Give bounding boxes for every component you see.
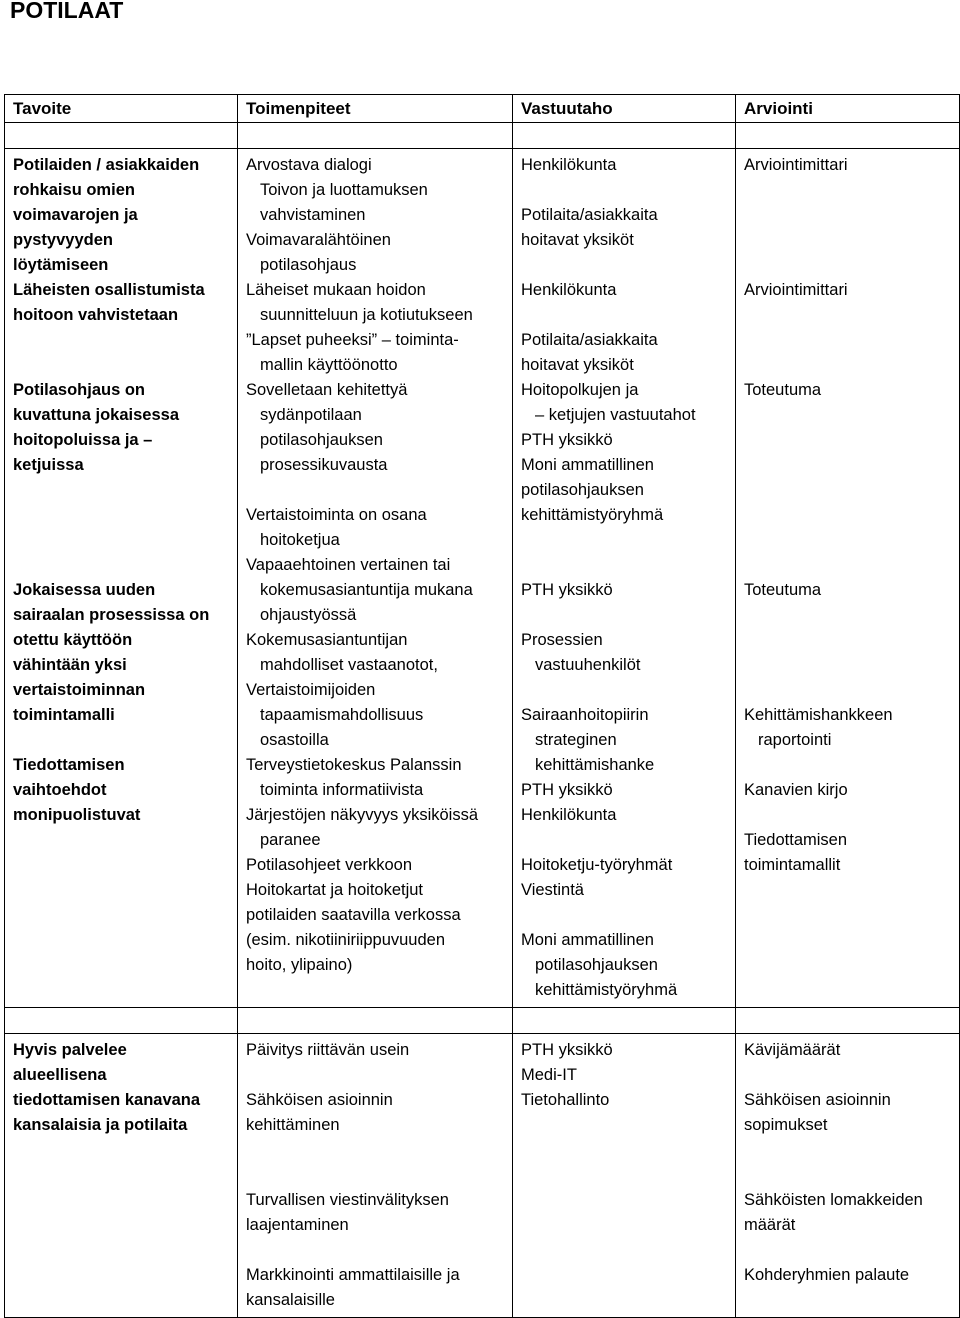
text-line: Kehittämishankkeen [744,706,893,724]
blank-line [13,528,237,553]
text-line: Jokaisessa uuden [13,581,156,599]
column-header-evaluation: Arviointi [736,95,960,123]
blank-line [744,753,959,778]
blank-line [521,603,735,628]
text-line: Hoitokartat ja hoitoketjut [246,881,424,899]
blank-line [744,228,959,253]
text-line: Potilaita/asiakkaita [521,331,658,349]
blank-line [744,1063,959,1088]
blank-line [246,1063,512,1088]
text-line: Arviointimittari [744,156,848,174]
text-line: Arviointimittari [744,281,848,299]
text-line: PTH yksikkö [521,581,613,599]
text-line: PTH yksikkö [521,431,613,449]
text-line: otettu käyttöön [13,631,133,649]
blank-line [744,478,959,503]
text-line: Potilaiden / asiakkaiden [13,156,200,174]
evaluation-cell [736,149,960,1008]
text-line: Moni ammatillinen [521,931,654,949]
text-line: Tiedottamisen [13,756,125,774]
page-title: POTILAAT [10,0,124,23]
text-line: Potilaita/asiakkaita [521,206,658,224]
text-line: tapaamismahdollisuus [260,706,424,724]
text-line: Henkilökunta [521,156,617,174]
text-line: Potilasohjaus on [13,381,146,399]
blank-line [744,678,959,703]
blank-line [246,478,512,503]
blank-line [744,428,959,453]
text-line: osastoilla [260,731,329,749]
text-line: Moni ammatillinen [521,456,654,474]
text-line: Viestintä [521,881,584,899]
text-line: Voimavaralähtöinen [246,231,391,249]
column-header-responsible: Vastuutaho [513,95,736,123]
text-line: kuvattuna jokaisessa [13,406,179,424]
text-line: Toteutuma [744,381,822,399]
blank-line [744,253,959,278]
section-1 [5,149,960,1008]
text-line: ”Lapset puheeksi” – toiminta- [246,331,459,349]
text-line: Sovelletaan kehitettyä [246,381,408,399]
responsible-cell [513,149,736,1008]
blank-line [744,303,959,328]
column-header-actions: Toimenpiteet [238,95,513,123]
table-row [5,149,960,1008]
spacer-row [5,1008,960,1034]
blank-line [744,353,959,378]
text-line: kehittämishanke [535,756,655,774]
blank-line [246,1138,512,1163]
text-line: Vertaistoimijoiden [246,681,376,699]
text-line: prosessikuvausta [260,456,388,474]
text-line: strateginen [535,731,617,749]
blank-line [246,1238,512,1263]
blank-line [521,828,735,853]
text-line: Hoitoketju-työryhmät [521,856,673,874]
text-line: Kokemusasiantuntijan [246,631,408,649]
text-line: Kanavien kirjo [744,781,848,799]
blank-line [744,603,959,628]
text-line: voimavarojen ja [13,206,138,224]
blank-line [744,453,959,478]
text-line: Henkilökunta [521,806,617,824]
text-line: hoitavat yksiköt [521,231,634,249]
blank-line [13,353,237,378]
text-line: Hoitopolkujen ja [521,381,639,399]
plan-table [4,94,960,1318]
text-line: Terveystietokeskus Palanssin [246,756,462,774]
table-row [5,1034,960,1318]
text-line: toimintamalli [13,706,115,724]
blank-line [744,1138,959,1163]
responsible-cell [513,1034,736,1318]
blank-line [521,903,735,928]
text-line: monipuolistuvat [13,806,141,824]
blank-line [744,203,959,228]
blank-line [744,628,959,653]
blank-line [744,653,959,678]
text-line: Tiedottamisen [744,831,848,849]
text-line: hoito, ylipaino) [246,956,353,974]
text-line: paranee [260,831,321,849]
text-line: Läheiset mukaan hoidon [246,281,426,299]
text-line: vähintään yksi [13,656,127,674]
text-line: kokemusasiantuntija mukana [260,581,473,599]
goal-cell [5,1034,238,1318]
text-line: Vertaistoiminta on osana [246,506,427,524]
text-line: Turvallisen viestinvälityksen [246,1191,449,1209]
blank-line [744,503,959,528]
text-line: kehittämistyöryhmä [535,981,678,999]
text-line: Läheisten osallistumista [13,281,205,299]
text-line: Sähköisten lomakkeiden [744,1191,923,1209]
text-line: Sähköisen asioinnin [246,1091,393,1109]
text-line: toiminta informatiivista [260,781,424,799]
evaluation-cell [736,1034,960,1318]
blank-line [521,303,735,328]
text-line: löytämiseen [13,256,109,274]
text-line: alueellisena [13,1066,107,1084]
text-line: sairaalan prosessissa on [13,606,210,624]
text-line: mallin käyttöönotto [260,356,398,374]
actions-cell [238,1034,513,1318]
text-line: potilasohjaus [260,256,357,274]
text-line: Sairaanhoitopiirin [521,706,649,724]
text-line: ohjaustyössä [260,606,357,624]
text-line: rohkaisu omien [13,181,135,199]
text-line: suunnitteluun ja kotiutukseen [260,306,473,324]
blank-line [521,178,735,203]
blank-line [744,1163,959,1188]
text-line: vastuuhenkilöt [535,656,641,674]
text-line: laajentaminen [246,1216,349,1234]
text-line: Toteutuma [744,581,822,599]
text-line: Hyvis palvelee [13,1041,127,1059]
blank-line [13,553,237,578]
goal-cell [5,149,238,1008]
blank-line [521,678,735,703]
text-line: Tietohallinto [521,1091,610,1109]
text-line: Päivitys riittävän usein [246,1041,410,1059]
text-line: Toivon ja luottamuksen [260,181,428,199]
spacer-row [5,123,960,149]
text-line: potilaiden saatavilla verkossa [246,906,461,924]
text-line: mahdolliset vastaanotot, [260,656,438,674]
text-line: hoitopoluissa ja – [13,431,153,449]
blank-line [744,528,959,553]
text-line: – ketjujen vastuutahot [535,406,696,424]
text-line: tiedottamisen kanavana [13,1091,201,1109]
blank-line [521,528,735,553]
text-line: potilasohjauksen [260,431,383,449]
text-line: potilasohjauksen [535,956,658,974]
text-line: kehittämistyöryhmä [521,506,664,524]
blank-line [744,803,959,828]
text-line: ketjuissa [13,456,84,474]
text-line: sydänpotilaan [260,406,362,424]
text-line: Potilasohjeet verkkoon [246,856,413,874]
blank-line [744,403,959,428]
text-line: Henkilökunta [521,281,617,299]
text-line: hoitoon vahvistetaan [13,306,179,324]
blank-line [13,328,237,353]
text-line: Kohderyhmien palaute [744,1266,910,1284]
text-line: vaihtoehdot [13,781,107,799]
blank-line [744,553,959,578]
text-line: Kävijämäärät [744,1041,841,1059]
text-line: pystyvyyden [13,231,113,249]
blank-line [744,328,959,353]
text-line: (esim. nikotiiniriippuvuuden [246,931,446,949]
actions-cell [238,149,513,1008]
blank-line [744,178,959,203]
text-line: kansalaisille [246,1291,335,1309]
text-line: PTH yksikkö [521,1041,613,1059]
text-line: toimintamallit [744,856,841,874]
blank-line [13,728,237,753]
blank-line [521,253,735,278]
text-line: hoitavat yksiköt [521,356,634,374]
text-line: määrät [744,1216,796,1234]
text-line: raportointi [758,731,832,749]
blank-line [521,553,735,578]
blank-line [246,1163,512,1188]
blank-line [13,478,237,503]
blank-line [13,503,237,528]
text-line: vertaistoiminnan [13,681,146,699]
text-line: PTH yksikkö [521,781,613,799]
blank-line [744,1238,959,1263]
text-line: Markkinointi ammattilaisille ja [246,1266,460,1284]
text-line: sopimukset [744,1116,828,1134]
text-line: kansalaisia ja potilaita [13,1116,188,1134]
text-line: Sähköisen asioinnin [744,1091,891,1109]
text-line: kehittäminen [246,1116,340,1134]
text-line: Arvostava dialogi [246,156,372,174]
section-2 [5,1034,960,1318]
text-line: Medi-IT [521,1066,577,1084]
text-line: vahvistaminen [260,206,366,224]
text-line: Järjestöjen näkyvyys yksiköissä [246,806,478,824]
text-line: potilasohjauksen [521,481,644,499]
text-line: Prosessien [521,631,603,649]
header-row [5,95,960,123]
text-line: Vapaaehtoinen vertainen tai [246,556,451,574]
text-line: hoitoketjua [260,531,340,549]
column-header-goal: Tavoite [5,95,238,123]
